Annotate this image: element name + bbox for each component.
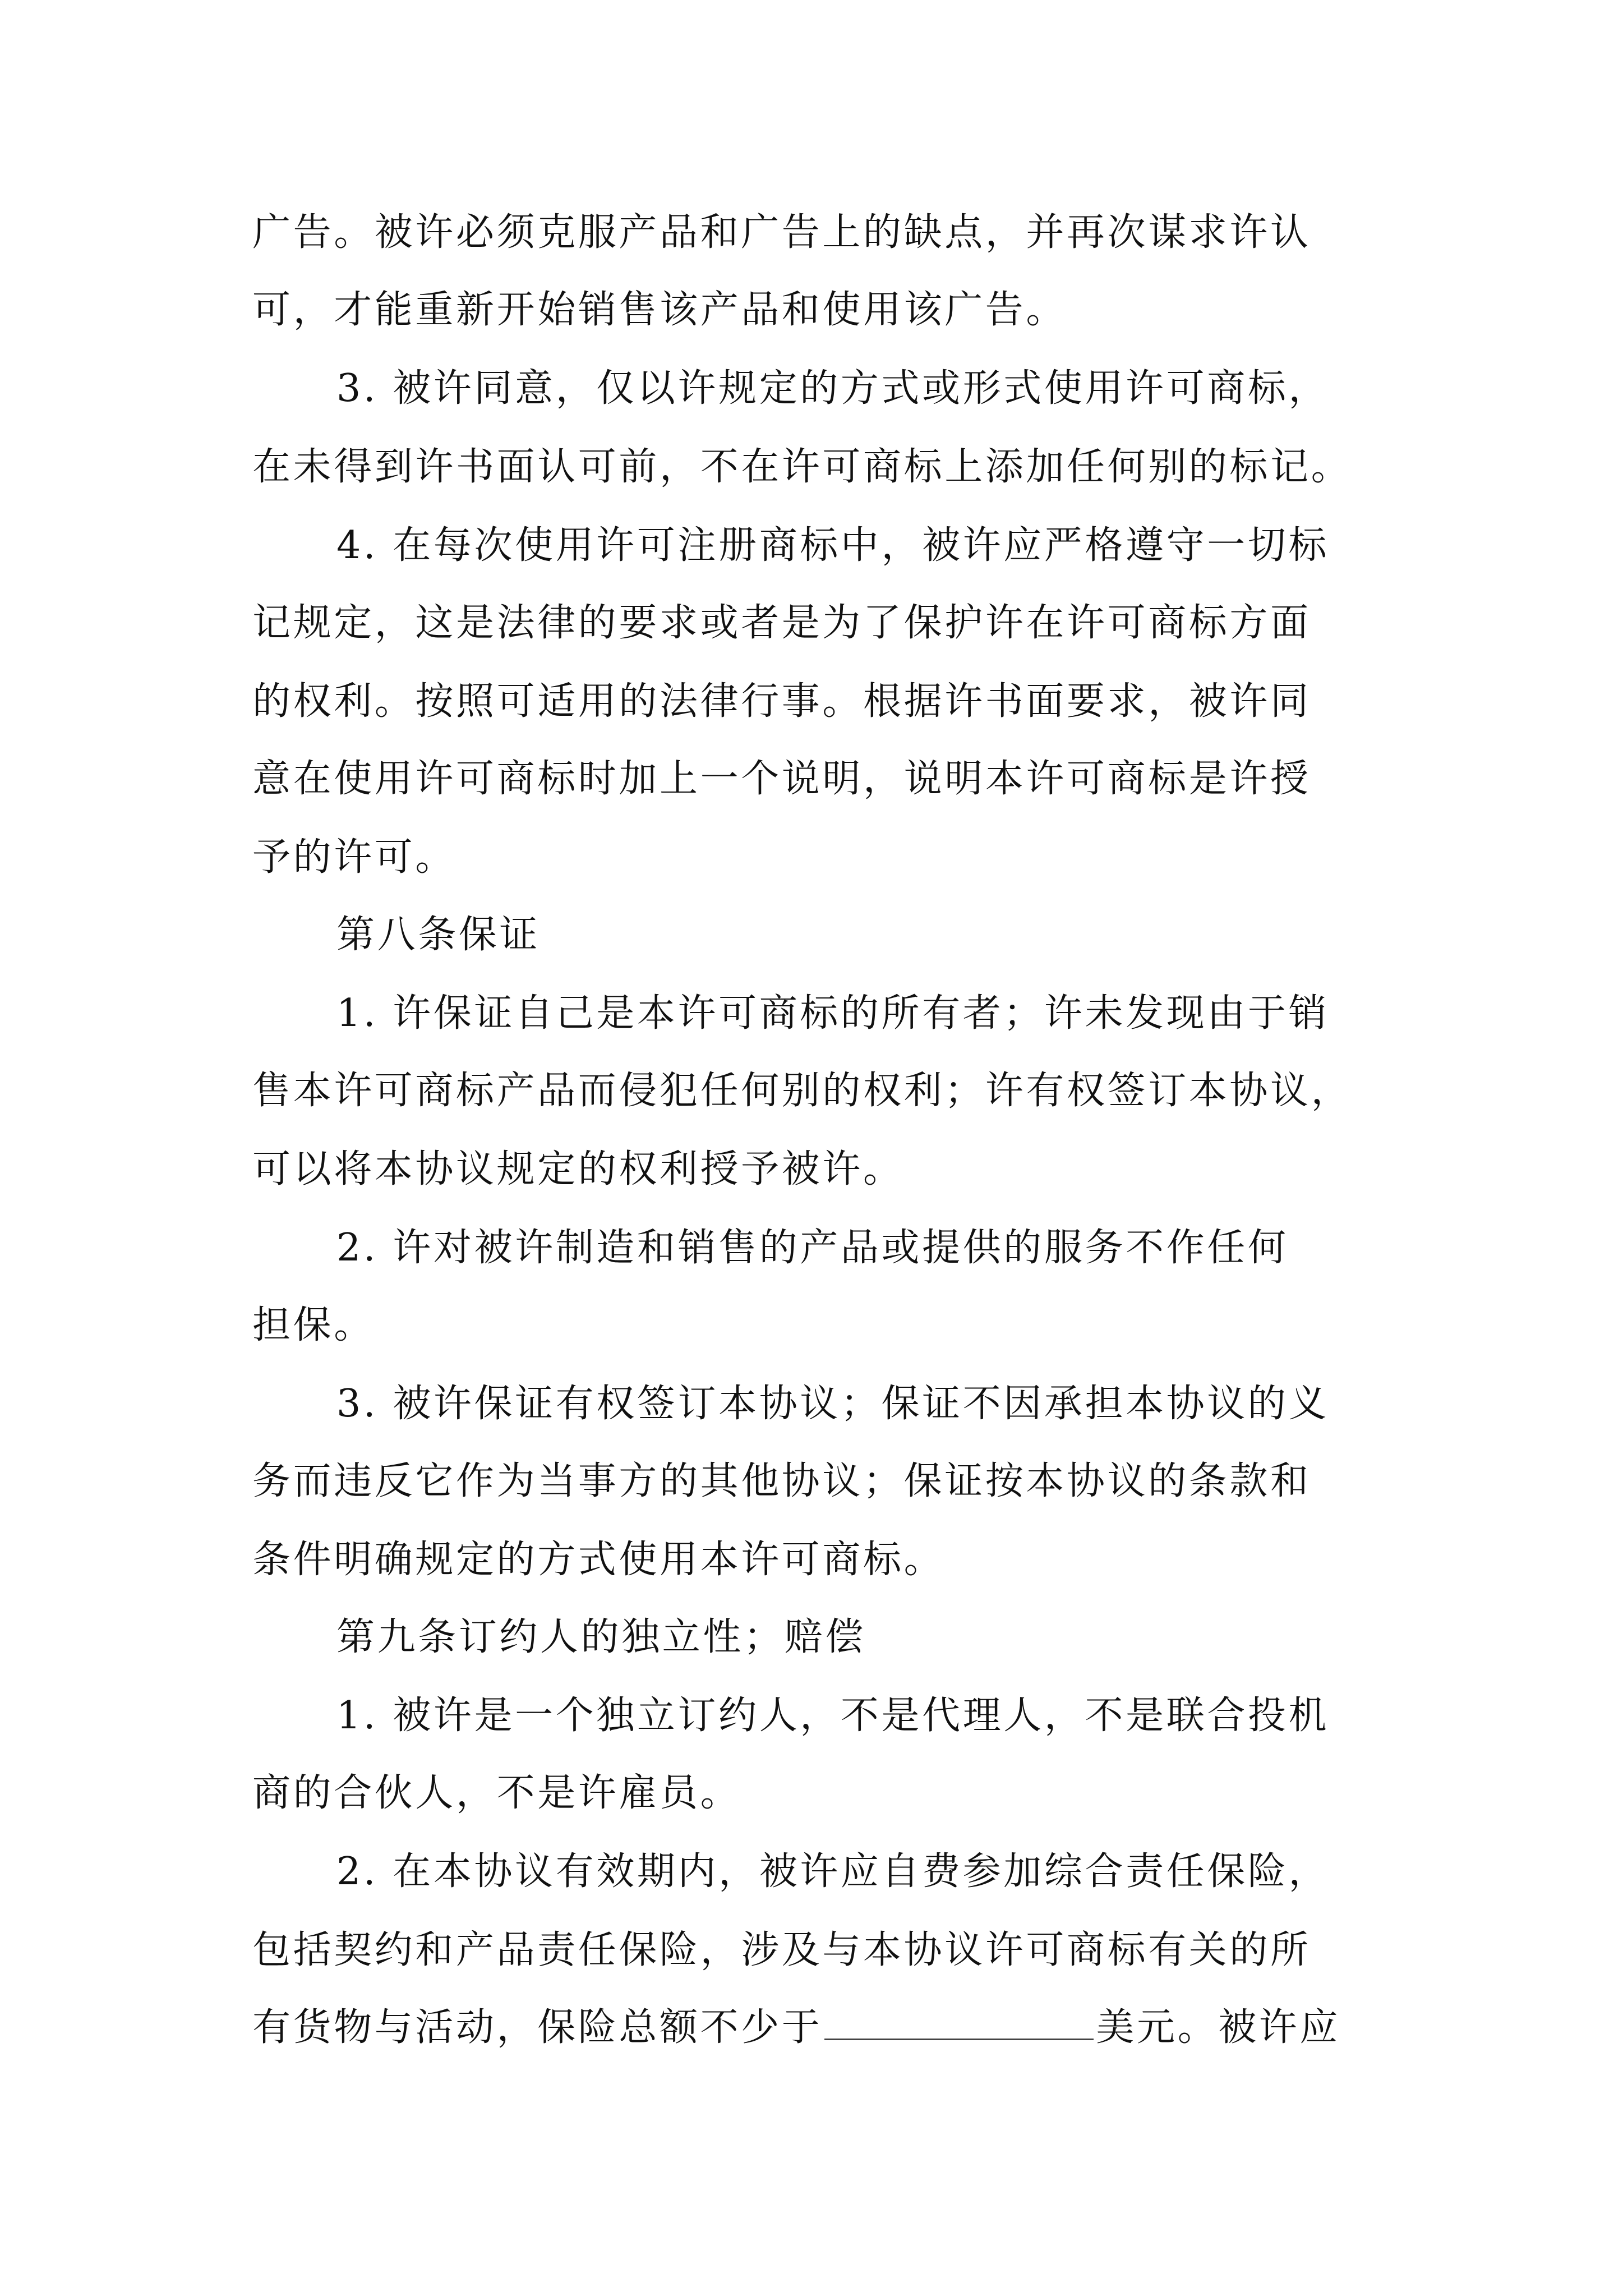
text-line: 可以将本协议规定的权利授予被许。 [252,1147,904,1191]
text-segment: 美元。被许应 [1096,2005,1341,2050]
text-line-with-blank [252,2003,1380,2053]
text-line: 可，才能重新开始销售该产品和使用该广告。 [252,288,1067,332]
text-line: 广告。被许必须克服产品和广告上的缺点，并再次谋求许认 [252,210,1311,255]
text-line: 担保。 [252,1303,375,1347]
text-line: 条件明确规定的方式使用本许可商标。 [252,1538,945,1582]
text-line: 商的合伙人，不是许雇员。 [252,1771,741,1815]
text-line: 2. 在本协议有效期内，被许应自费参加综合责任保险， [336,1849,1330,1894]
text-line: 1. 许保证自己是本许可商标的所有者；许未发现由于销 [336,991,1330,1036]
section-heading: 第八条保证 [336,913,541,957]
section-heading: 第九条订约人的独立性；赔偿 [336,1615,866,1659]
text-line: 3. 被许同意，仅以许规定的方式或形式使用许可商标， [336,366,1330,411]
text-line: 意在使用许可商标时加上一个说明，说明本许可商标是许授 [252,757,1311,801]
fill-in-blank [824,2005,1094,2040]
text-line: 包括契约和产品责任保险，涉及与本协议许可商标有关的所 [252,1928,1311,1972]
text-line: 记规定，这是法律的要求或者是为了保护许在许可商标方面 [252,601,1311,645]
text-line: 在未得到许书面认可前，不在许可商标上添加任何别的标记。 [252,445,1352,489]
text-line: 售本许可商标产品而侵犯任何别的权利；许有权签订本协议， [252,1069,1352,1113]
text-line: 3. 被许保证有权签订本协议；保证不因承担本协议的义 [336,1382,1330,1426]
text-line: 4. 在每次使用许可注册商标中，被许应严格遵守一切标 [336,523,1330,568]
text-line: 务而违反它作为当事方的其他协议；保证按本协议的条款和 [252,1459,1311,1503]
text-segment: 有货物与活动，保险总额不少于 [252,2005,823,2050]
text-line: 2. 许对被许制造和销售的产品或提供的服务不作任何 [336,1226,1289,1270]
text-line: 的权利。按照可适用的法律行事。根据许书面要求，被许同 [252,679,1311,724]
text-line: 1. 被许是一个独立订约人，不是代理人，不是联合投机 [336,1694,1330,1738]
text-line: 予的许可。 [252,835,457,880]
